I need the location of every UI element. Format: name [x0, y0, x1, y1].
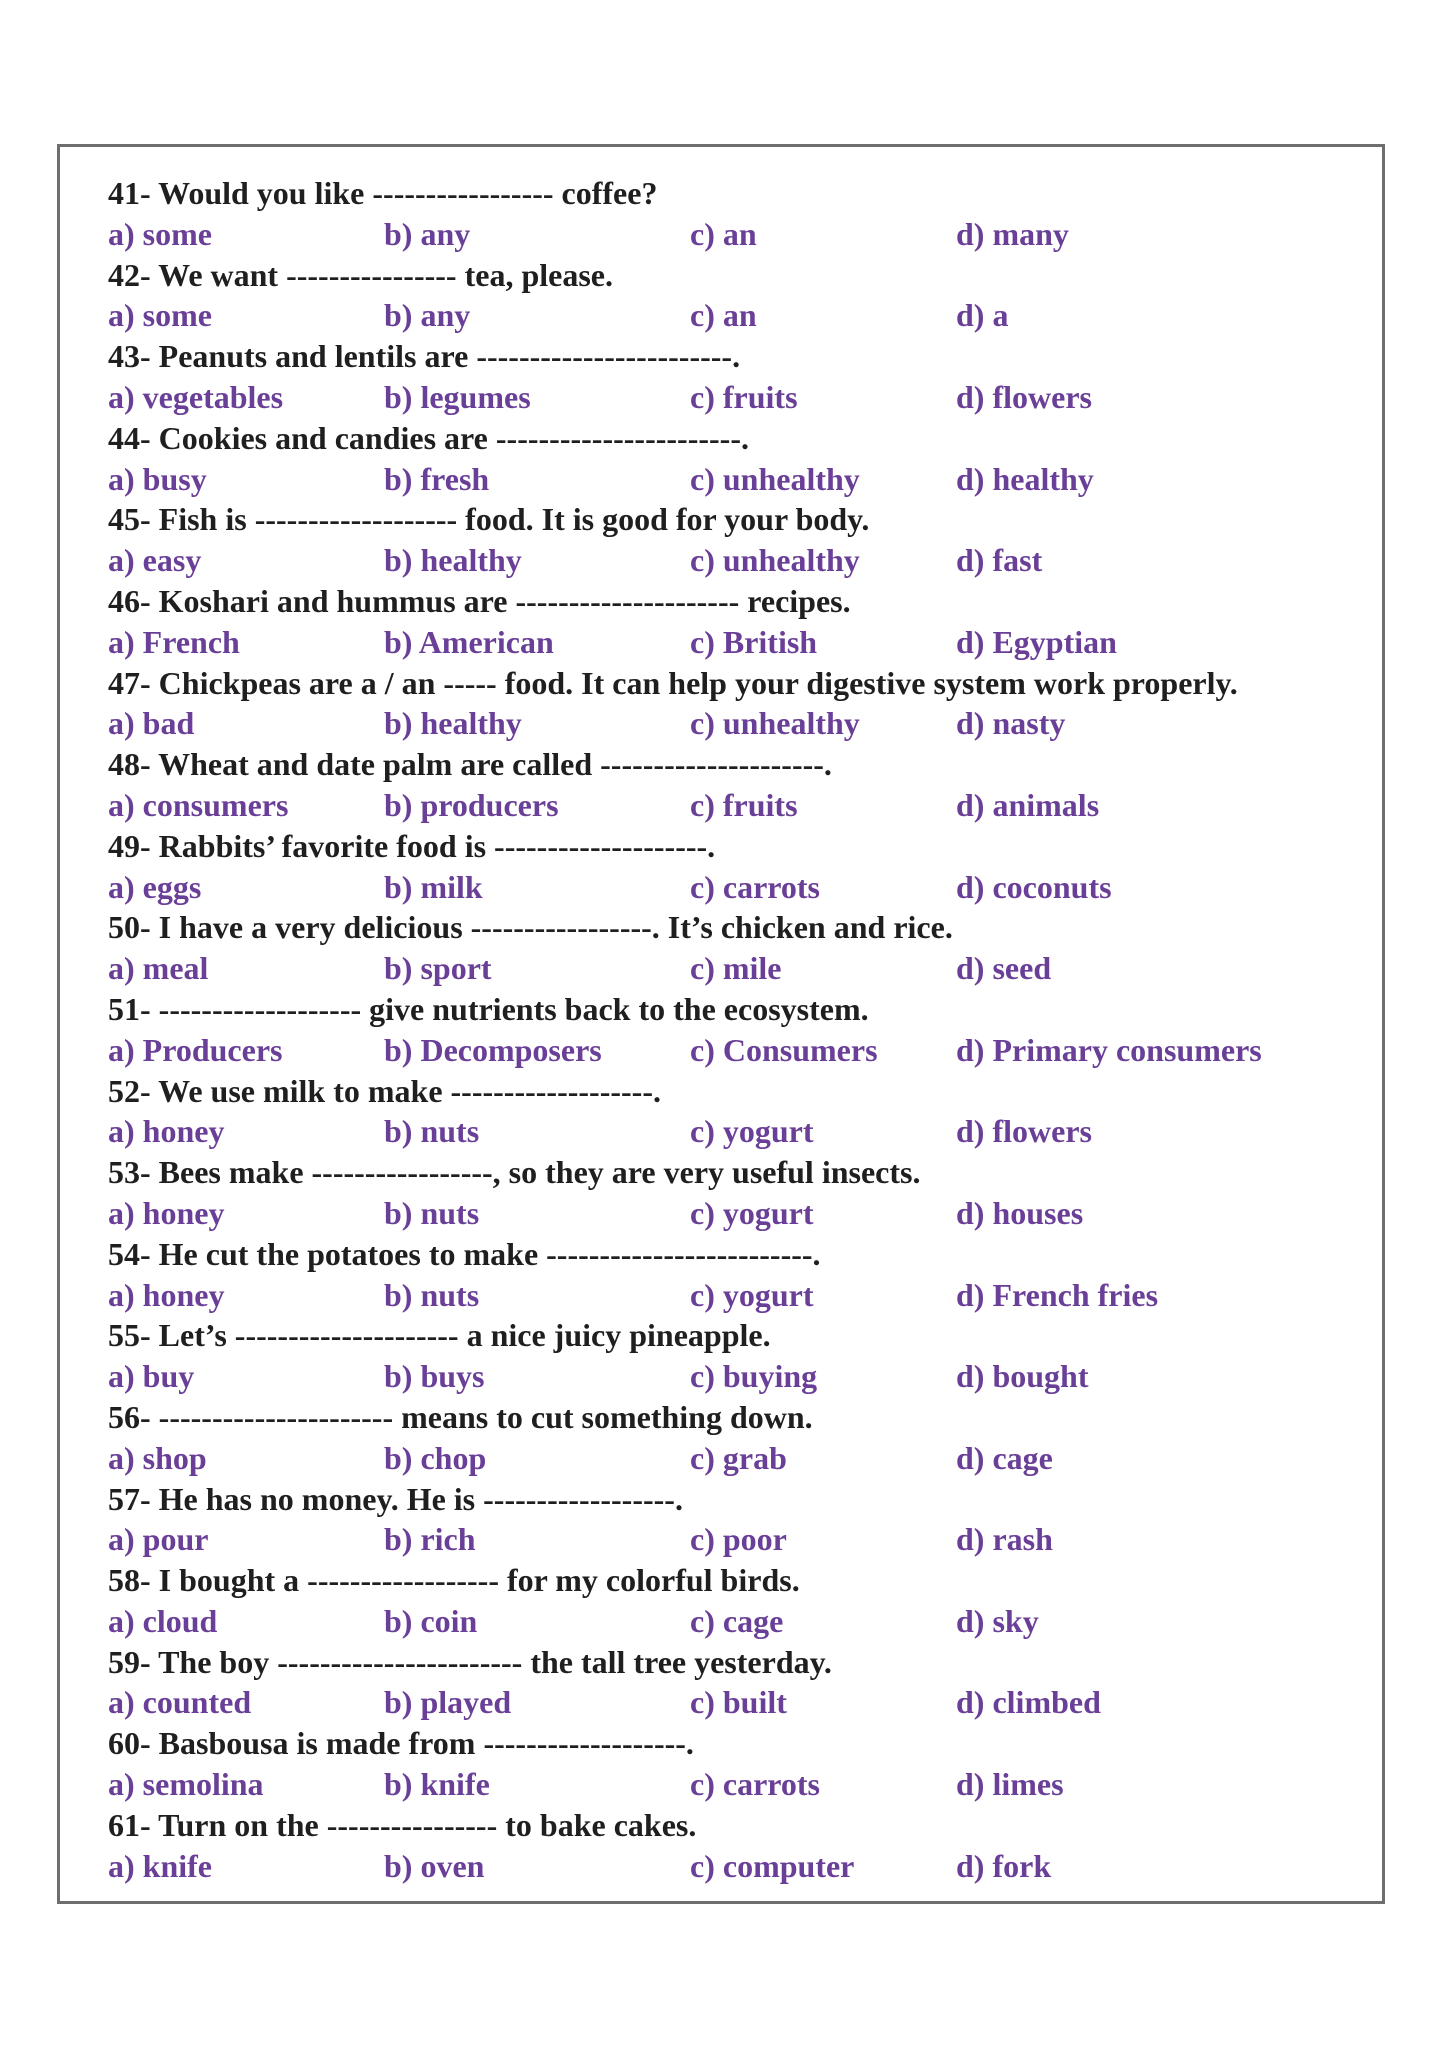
question-text: 61- Turn on the ---------------- to bake cakes. [108, 1806, 697, 1843]
answer-option-c: c) mile [690, 950, 782, 987]
answer-option-d: d) sky [956, 1602, 1039, 1639]
answer-option-c: c) computer [690, 1847, 855, 1884]
answer-options [108, 1764, 1368, 1805]
answer-option-b: b) played [384, 1684, 512, 1721]
answer-option-a: a) eggs [108, 868, 202, 905]
question-text: 45- Fish is ------------------- food. It is good for your body. [108, 501, 870, 538]
answer-options [108, 948, 1368, 989]
answer-option-a: a) honey [108, 1194, 225, 1231]
answer-option-d: d) nasty [956, 705, 1066, 742]
answer-option-a: a) Producers [108, 1031, 283, 1068]
answer-option-a: a) meal [108, 950, 209, 987]
answer-option-d: d) flowers [956, 378, 1092, 415]
answer-option-b: b) buys [384, 1358, 485, 1395]
answer-option-a: a) cloud [108, 1602, 218, 1639]
question-text: 58- I bought a ------------------ for my colorful birds. [108, 1562, 800, 1599]
question-text: 43- Peanuts and lentils are ------------------------. [108, 338, 741, 375]
question-item [108, 1479, 1368, 1561]
question-text: 42- We want ---------------- tea, please. [108, 256, 613, 293]
answer-option-a: a) pour [108, 1521, 209, 1558]
answer-options [108, 214, 1368, 255]
question-text: 50- I have a very delicious -----------------. It’s chicken and rice. [108, 909, 953, 946]
question-text: 41- Would you like ----------------- coffee? [108, 175, 658, 211]
answer-option-b: b) rich [384, 1521, 476, 1558]
answer-option-c: c) carrots [690, 1766, 820, 1803]
question-item [108, 1071, 1368, 1153]
answer-options [108, 1601, 1368, 1642]
answer-option-c: c) fruits [690, 786, 798, 823]
question-item [108, 1397, 1368, 1479]
question-text: 53- Bees make -----------------, so they are very useful insects. [108, 1154, 921, 1191]
answer-option-b: b) any [384, 297, 471, 334]
answer-option-a: a) some [108, 215, 212, 252]
question-item [108, 418, 1368, 500]
answer-option-d: d) healthy [956, 460, 1094, 497]
question-item [108, 1642, 1368, 1724]
answer-option-d: d) coconuts [956, 868, 1112, 905]
question-text: 47- Chickpeas are a / an ----- food. It can help your digestive system work properly. [108, 664, 1238, 701]
question-item [108, 336, 1368, 418]
answer-option-d: d) fast [956, 542, 1043, 579]
answer-option-d: d) Egyptian [956, 623, 1117, 660]
answer-option-b: b) nuts [384, 1113, 480, 1150]
answer-option-a: a) bad [108, 705, 195, 742]
answer-option-a: a) consumers [108, 786, 289, 823]
answer-option-c: c) cage [690, 1602, 784, 1639]
answer-option-b: b) American [384, 623, 554, 660]
answer-options [108, 1030, 1368, 1071]
answer-option-a: a) French [108, 623, 240, 660]
answer-options [108, 1193, 1368, 1234]
question-text: 46- Koshari and hummus are --------------------- recipes. [108, 582, 851, 619]
answer-option-a: a) honey [108, 1276, 225, 1313]
answer-option-c: c) yogurt [690, 1194, 814, 1231]
question-item [108, 1560, 1368, 1642]
question-text: 57- He has no money. He is ------------------. [108, 1480, 683, 1517]
answer-option-c: c) unhealthy [690, 542, 860, 579]
question-item [108, 1152, 1368, 1234]
answer-option-d: d) fork [956, 1847, 1052, 1884]
answer-option-d: d) Primary consumers [956, 1031, 1262, 1068]
answer-options [108, 1438, 1368, 1479]
answer-option-b: b) producers [384, 786, 559, 823]
answer-option-d: d) rash [956, 1521, 1053, 1558]
answer-option-d: d) houses [956, 1194, 1084, 1231]
question-item [108, 907, 1368, 989]
question-text: 60- Basbousa is made from -------------------. [108, 1725, 694, 1762]
answer-options [108, 1111, 1368, 1152]
question-item [108, 1315, 1368, 1397]
answer-option-d: d) bought [956, 1358, 1089, 1395]
question-list [108, 173, 1368, 1886]
answer-option-d: d) climbed [956, 1684, 1101, 1721]
answer-option-c: c) an [690, 297, 757, 334]
question-text: 44- Cookies and candies are -----------------------. [108, 419, 749, 456]
question-item [108, 989, 1368, 1071]
answer-option-b: b) milk [384, 868, 483, 905]
question-text: 48- Wheat and date palm are called ---------------------. [108, 746, 832, 783]
answer-option-d: d) cage [956, 1439, 1053, 1476]
answer-option-a: a) knife [108, 1847, 212, 1884]
answer-option-c: c) carrots [690, 868, 820, 905]
answer-option-c: c) poor [690, 1521, 787, 1558]
answer-option-c: c) buying [690, 1358, 818, 1395]
answer-options [108, 622, 1368, 663]
question-item [108, 499, 1368, 581]
answer-option-a: a) counted [108, 1684, 252, 1721]
answer-option-b: b) healthy [384, 542, 522, 579]
question-item [108, 744, 1368, 826]
question-item [108, 581, 1368, 663]
question-text: 52- We use milk to make -------------------. [108, 1072, 661, 1109]
answer-option-a: a) easy [108, 542, 202, 579]
question-text: 54- He cut the potatoes to make -------------------------. [108, 1235, 821, 1272]
answer-option-b: b) Decomposers [384, 1031, 602, 1068]
question-text: 51- ------------------- give nutrients back to the ecosystem. [108, 990, 869, 1027]
answer-option-b: b) oven [384, 1847, 485, 1884]
answer-options [108, 785, 1368, 826]
question-item [108, 826, 1368, 908]
answer-option-b: b) healthy [384, 705, 522, 742]
answer-option-a: a) semolina [108, 1766, 264, 1803]
answer-option-a: a) vegetables [108, 378, 284, 415]
answer-option-a: a) honey [108, 1113, 225, 1150]
answer-options [108, 295, 1368, 336]
answer-options [108, 459, 1368, 500]
answer-options [108, 867, 1368, 908]
question-text: 49- Rabbits’ favorite food is --------------------. [108, 827, 716, 864]
answer-option-d: d) flowers [956, 1113, 1092, 1150]
answer-options [108, 703, 1368, 744]
answer-option-b: b) any [384, 215, 471, 252]
question-item [108, 173, 1368, 255]
answer-option-d: d) limes [956, 1766, 1064, 1803]
answer-option-b: b) nuts [384, 1276, 480, 1313]
answer-option-c: c) built [690, 1684, 787, 1721]
worksheet-frame [57, 144, 1385, 1904]
answer-option-a: a) buy [108, 1358, 195, 1395]
question-item [108, 1723, 1368, 1805]
answer-option-b: b) chop [384, 1439, 487, 1476]
answer-option-b: b) sport [384, 950, 492, 987]
answer-options [108, 540, 1368, 581]
answer-option-d: d) French fries [956, 1276, 1159, 1313]
answer-option-c: c) British [690, 623, 818, 660]
question-item [108, 1234, 1368, 1316]
answer-option-a: a) busy [108, 460, 207, 497]
answer-option-c: c) yogurt [690, 1113, 814, 1150]
question-item [108, 663, 1368, 745]
answer-option-b: b) legumes [384, 378, 531, 415]
answer-option-a: a) shop [108, 1439, 207, 1476]
answer-option-d: d) a [956, 297, 1009, 334]
answer-option-d: d) animals [956, 786, 1100, 823]
answer-options [108, 377, 1368, 418]
answer-option-a: a) some [108, 297, 212, 334]
answer-option-c: c) fruits [690, 378, 798, 415]
answer-options [108, 1846, 1368, 1887]
answer-option-b: b) coin [384, 1602, 478, 1639]
answer-option-b: b) knife [384, 1766, 490, 1803]
answer-option-c: c) grab [690, 1439, 787, 1476]
question-item [108, 255, 1368, 337]
question-text: 55- Let’s --------------------- a nice juicy pineapple. [108, 1317, 771, 1354]
question-text: 56- ---------------------- means to cut something down. [108, 1398, 813, 1435]
answer-option-d: d) seed [956, 950, 1052, 987]
question-text: 59- The boy ----------------------- the tall tree yesterday. [108, 1643, 832, 1680]
answer-option-c: c) yogurt [690, 1276, 814, 1313]
answer-options [108, 1275, 1368, 1316]
answer-option-c: c) an [690, 215, 757, 252]
answer-options [108, 1356, 1368, 1397]
answer-option-c: c) Consumers [690, 1031, 878, 1068]
answer-options [108, 1682, 1368, 1723]
answer-option-c: c) unhealthy [690, 705, 860, 742]
answer-option-b: b) nuts [384, 1194, 480, 1231]
answer-option-d: d) many [956, 215, 1069, 252]
answer-options [108, 1519, 1368, 1560]
answer-option-c: c) unhealthy [690, 460, 860, 497]
question-item [108, 1805, 1368, 1887]
answer-option-b: b) fresh [384, 460, 490, 497]
